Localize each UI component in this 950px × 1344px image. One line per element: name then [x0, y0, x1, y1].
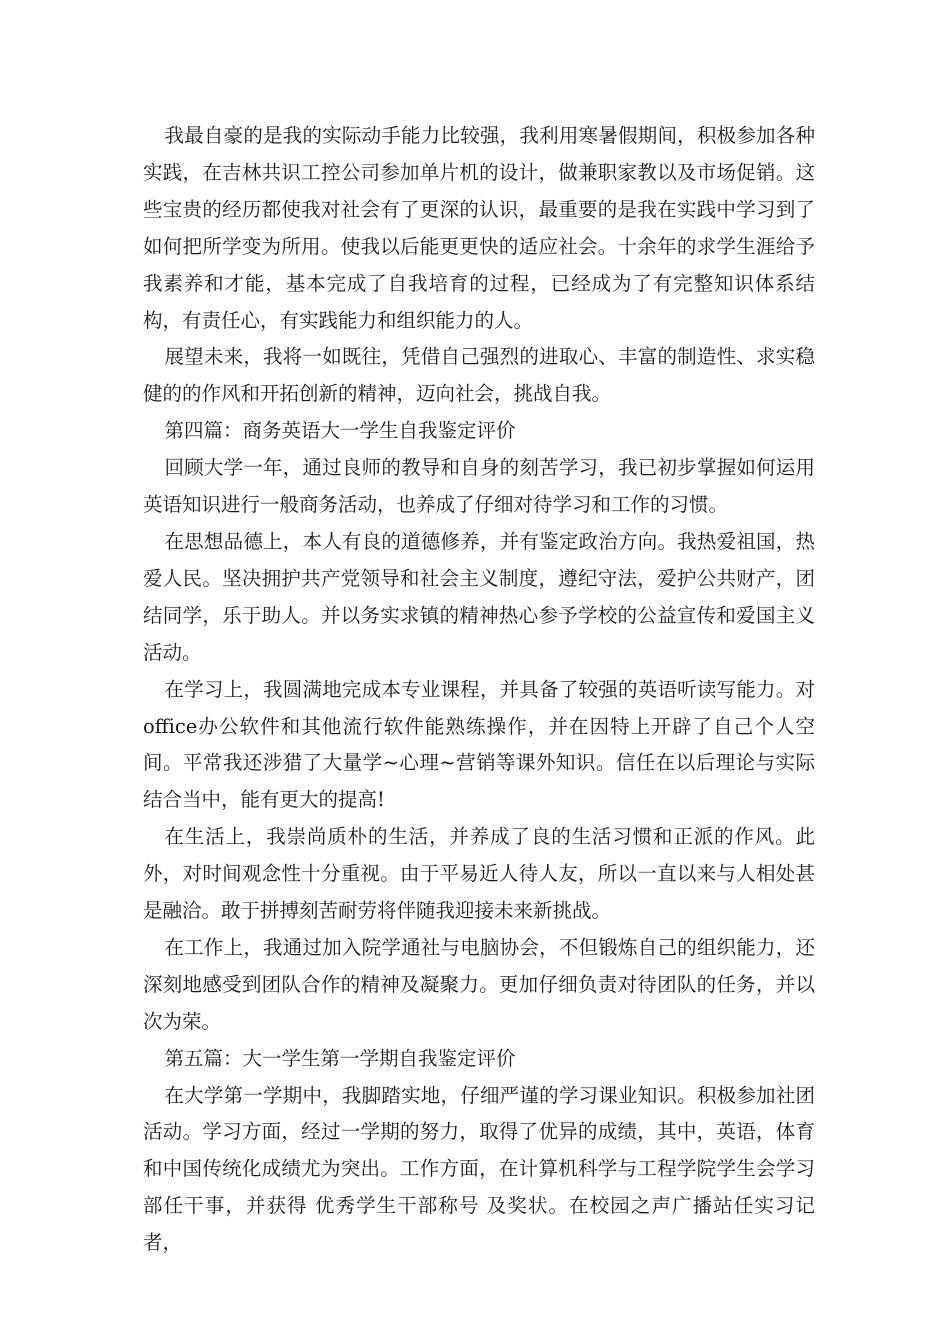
paragraph-ideology-morality: 在思想品德上，本人有良的道德修养，并有鉴定政治方向。我热爱祖国，热爱人民。坚决拥护共产党领导和社会主义制度，遵纪守法，爱护公共财产，团结同学，乐于助人。并以务实求镇的精神热心参予学校的公益宣传和爱国主义活动。: [143, 529, 815, 664]
section-heading-5: 第五篇：大一学生第一学期自我鉴定评价: [164, 1046, 516, 1070]
paragraph-future-outlook: 展望未来，我将一如既往，凭借自己强烈的进取心、丰富的制造性、求实稳健的的作风和开拓创新的精神，迈向社会，挑战自我。: [143, 345, 815, 406]
paragraph-practical-ability: 我最自豪的是我的实际动手能力比较强，我利用寒暑假期间，积极参加各种实践，在吉林共识工控公司参加单片机的设计，做兼职家教以及市场促销。这些宝贵的经历都使我对社会有了更深的认识，最重要的是我在实践中学习到了如何把所学变为所用。使我以后能更更快的适应社会。十余年的求学生涯给予我素养和才能，基本完成了自我培育的过程，已经成为了有完整知识体系结构，有责任心，有实践能力和组织能力的人。: [143, 124, 815, 332]
section-heading-4: 第四篇：商务英语大一学生自我鉴定评价: [164, 419, 516, 443]
paragraph-work: 在工作上，我通过加入院学通社与电脑协会，不但锻炼自己的组织能力，还深刻地感受到团队合作的精神及凝聚力。更加仔细负责对待团队的任务，并以次为荣。: [143, 935, 815, 1033]
paragraph-review-year: 回顾大学一年，通过良师的教导和自身的刻苦学习，我已初步掌握如何运用英语知识进行一般商务活动，也养成了仔细对待学习和工作的习惯。: [143, 456, 815, 517]
paragraph-study: 在学习上，我圆满地完成本专业课程，并具备了较强的英语听读写能力。对office办公软件和其他流行软件能熟练操作，并在因特上开辟了自己个人空间。平常我还涉猎了大量学~心理~营销等课外知识。信任在以后理论与实际结合当中，能有更大的提高!: [143, 677, 815, 812]
paragraph-life: 在生活上，我崇尚质朴的生活，并养成了良的生活习惯和正派的作风。此外，对时间观念性十分重视。由于平易近人待人友，所以一直以来与人相处甚是融洽。敢于拼搏刻苦耐劳将伴随我迎接未来新挑战。: [143, 825, 815, 923]
document-body: [143, 118, 815, 1262]
paragraph-first-semester: 在大学第一学期中，我脚踏实地，仔细严谨的学习课业知识。积极参加社团活动。学习方面，经过一学期的努力，取得了优异的成绩，其中，英语，体育和中国传统化成绩尤为突出。工作方面，在计算机科学与工程学院学生会学习部任干事，并获得 优秀学生干部称号 及奖状。在校园之声广播站任实习记者，: [143, 1083, 815, 1255]
